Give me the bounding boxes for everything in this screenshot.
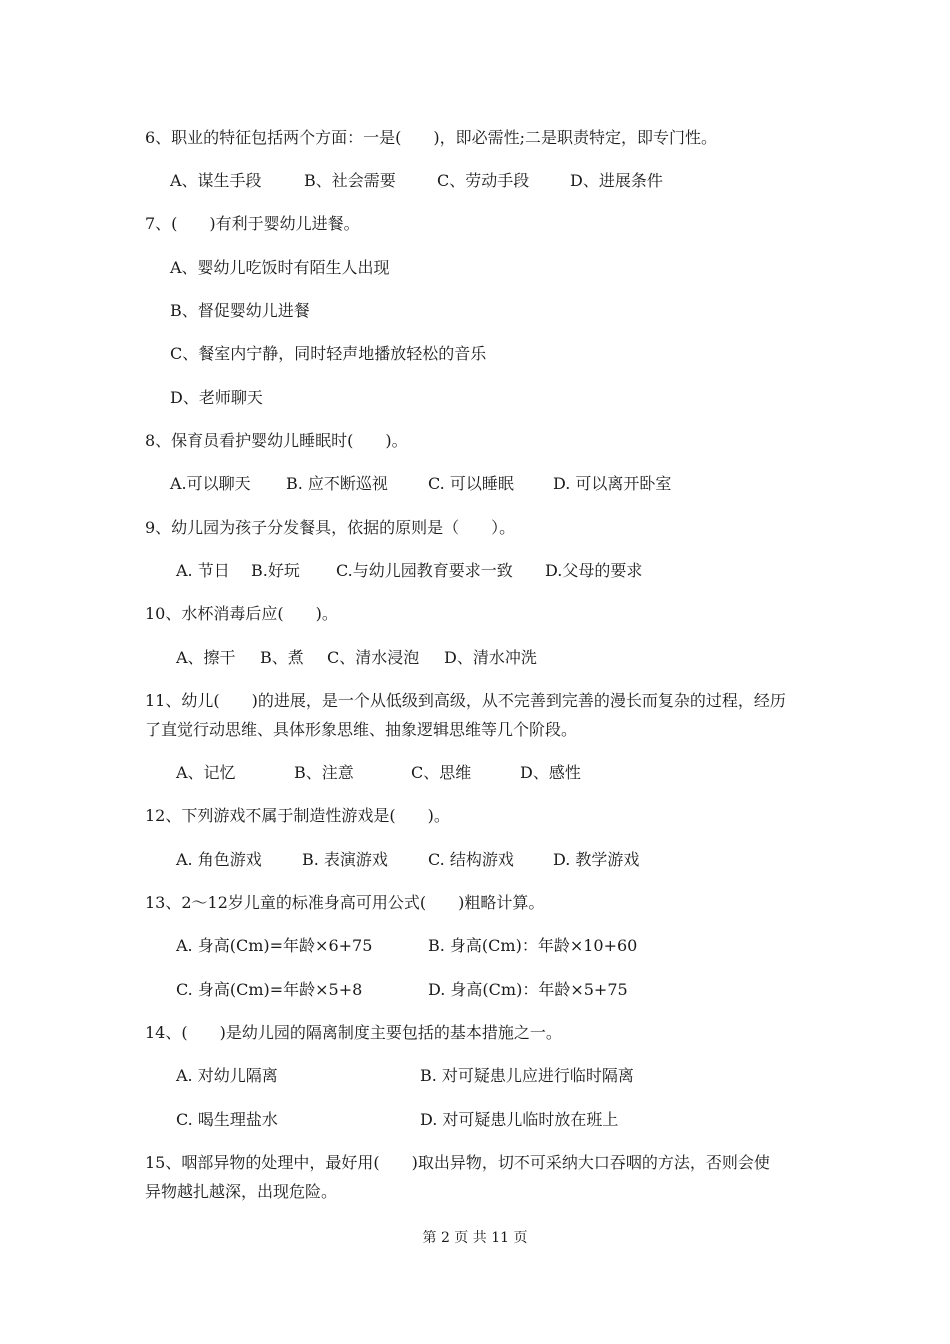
question-9-option-b: B.好玩: [251, 561, 300, 580]
question-13-stem: 13、2～12岁儿童的标准身高可用公式( )粗略计算。: [145, 893, 545, 912]
question-11-option-a: A、记忆: [176, 763, 236, 782]
question-7-option-b: B、督促婴幼儿进餐: [170, 301, 310, 320]
question-8-option-d: D. 可以离开卧室: [553, 474, 672, 493]
question-14-option-b: B. 对可疑患儿应进行临时隔离: [420, 1066, 634, 1085]
question-12-option-b: B. 表演游戏: [302, 850, 388, 869]
question-10-option-c: C、清水浸泡: [327, 648, 420, 667]
question-14-option-c: C. 喝生理盐水: [176, 1110, 278, 1129]
question-15-stem-line-1: 15、咽部异物的处理中，最好用( )取出异物，切不可采纳大口吞咽的方法，否则会使: [145, 1153, 770, 1172]
question-14-option-d: D. 对可疑患儿临时放在班上: [420, 1110, 619, 1129]
question-7-option-a: A、婴幼儿吃饭时有陌生人出现: [170, 258, 390, 277]
question-9-option-c: C.与幼儿园教育要求一致: [336, 561, 513, 580]
question-8-option-a: A.可以聊天: [170, 474, 251, 493]
question-12-option-c: C. 结构游戏: [428, 850, 514, 869]
question-7-option-c: C、餐室内宁静，同时轻声地播放轻松的音乐: [170, 344, 487, 363]
question-8-stem: 8、保育员看护婴幼儿睡眠时( )。: [145, 431, 408, 450]
question-8-option-b: B. 应不断巡视: [286, 474, 388, 493]
question-10-stem: 10、水杯消毒后应( )。: [145, 604, 338, 623]
question-12-stem: 12、下列游戏不属于制造性游戏是( )。: [145, 806, 450, 825]
question-11-option-b: B、注意: [294, 763, 354, 782]
question-11-stem-line-2: 了直觉行动思维、具体形象思维、抽象逻辑思维等几个阶段。: [145, 720, 578, 739]
question-6-option-a: A、谋生手段: [170, 171, 262, 190]
page-footer: 第 2 页 共 11 页: [422, 1230, 528, 1246]
question-14-stem: 14、( )是幼儿园的隔离制度主要包括的基本措施之一。: [145, 1023, 562, 1042]
question-10-option-b: B、煮: [260, 648, 304, 667]
question-10-option-a: A、擦干: [176, 648, 236, 667]
question-11-option-d: D、感性: [520, 763, 581, 782]
question-11-option-c: C、思维: [411, 763, 472, 782]
question-13-option-c: C. 身高(Cm)=年龄×5+8: [176, 980, 363, 999]
question-6-option-c: C、劳动手段: [437, 171, 530, 190]
question-13-option-a: A. 身高(Cm)=年龄×6+75: [176, 936, 373, 955]
question-9-option-a: A. 节日: [176, 561, 230, 580]
question-9-stem: 9、幼儿园为孩子分发餐具，依据的原则是（ ）。: [145, 518, 516, 537]
question-7-option-d: D、老师聊天: [170, 388, 263, 407]
question-6-stem: 6、职业的特征包括两个方面：一是( )，即必需性;二是职责特定，即专门性。: [145, 128, 718, 147]
question-7-stem: 7、( )有利于婴幼儿进餐。: [145, 214, 360, 233]
question-15-stem-line-2: 异物越扎越深，出现危险。: [145, 1182, 338, 1201]
question-12-option-d: D. 教学游戏: [553, 850, 640, 869]
question-11-stem-line-1: 11、幼儿( )的进展，是一个从低级到高级，从不完善到完善的漫长而复杂的过程，经历: [145, 691, 786, 710]
question-12-option-a: A. 角色游戏: [176, 850, 262, 869]
question-6-option-d: D、进展条件: [570, 171, 663, 190]
question-6-option-b: B、社会需要: [304, 171, 396, 190]
question-14-option-a: A. 对幼儿隔离: [176, 1066, 278, 1085]
question-13-option-d: D. 身高(Cm)：年龄×5+75: [428, 980, 628, 999]
question-9-option-d: D.父母的要求: [545, 561, 643, 580]
question-13-option-b: B. 身高(Cm)：年龄×10+60: [428, 936, 638, 955]
question-10-option-d: D、清水冲洗: [444, 648, 537, 667]
question-8-option-c: C. 可以睡眠: [428, 474, 514, 493]
